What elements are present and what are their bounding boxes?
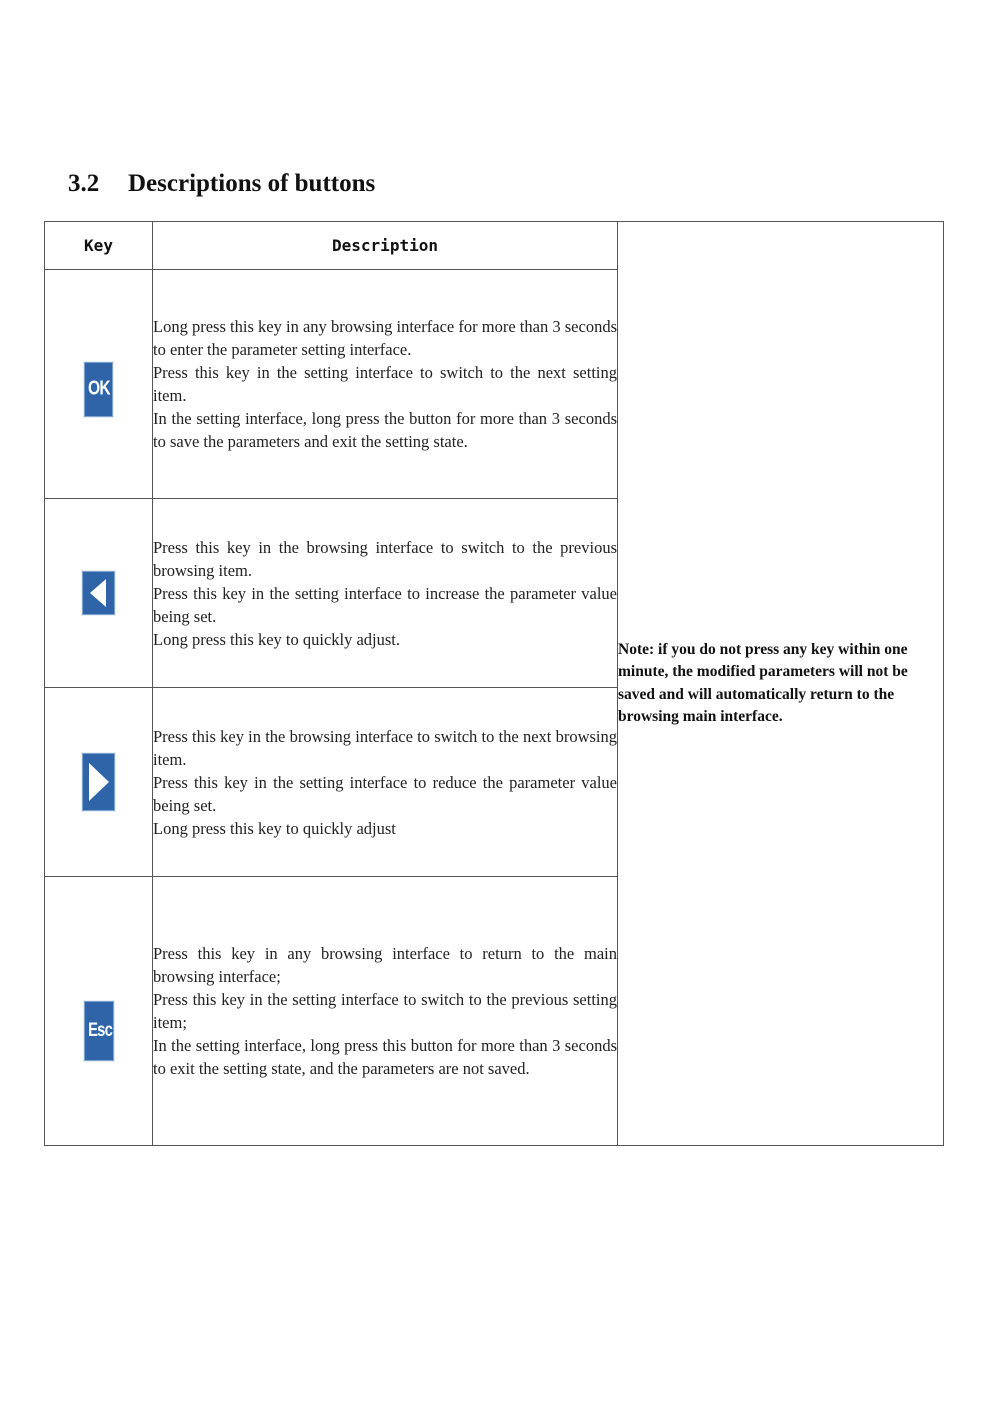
description-line: Press this key in the setting interface to switch to the previous setting item; xyxy=(153,990,617,1032)
description-cell xyxy=(153,877,618,1146)
description-line: Press this key in the setting interface to switch to the next setting item. xyxy=(153,363,617,405)
esc-key-label: Esc xyxy=(87,1020,112,1041)
description-line: Press this key in the browsing interface to switch to the next browsing item. xyxy=(153,726,617,769)
description-cell xyxy=(153,270,618,499)
header-key: Key xyxy=(45,222,153,270)
esc-key-icon xyxy=(84,1001,114,1061)
section-title: Descriptions of buttons xyxy=(128,170,376,197)
key-cell xyxy=(45,688,153,877)
buttons-description-table xyxy=(44,221,944,1146)
key-cell xyxy=(45,499,153,688)
description-line: In the setting interface, long press this button for more than 3 seconds to exit the setting state, and the parameters are not saved. xyxy=(153,1036,617,1078)
note-text: Note: if you do not press any key within one minute, the modified parameters will not be saved and will automatically return to the browsing main interface. xyxy=(618,640,908,725)
left-arrow-key-icon xyxy=(82,571,115,615)
description-line: Press this key in the browsing interface to switch to the previous browsing item. xyxy=(153,537,617,580)
description-cell xyxy=(153,499,618,688)
key-cell xyxy=(45,877,153,1146)
description-cell xyxy=(153,688,618,877)
left-arrow-icon xyxy=(83,572,114,614)
description-line: Press this key in any browsing interface to return to the main browsing interface; xyxy=(153,944,617,986)
table-header-row xyxy=(45,222,944,270)
description-line: Press this key in the setting interface to reduce the parameter value being set. xyxy=(153,772,617,815)
note-cell xyxy=(618,222,944,1146)
section-heading xyxy=(68,170,375,198)
description-line: Long press this key in any browsing interface for more than 3 seconds to enter the parameter setting interface. xyxy=(153,317,617,359)
key-cell xyxy=(45,270,153,499)
description-line: In the setting interface, long press the button for more than 3 seconds to save the parameters and exit the setting state. xyxy=(153,409,617,451)
description-line: Long press this key to quickly adjust. xyxy=(153,629,401,649)
description-line: Press this key in the setting interface to increase the parameter value being set. xyxy=(153,583,617,626)
right-arrow-key-icon xyxy=(82,753,115,811)
ok-key-icon xyxy=(84,362,113,417)
header-description: Description xyxy=(153,222,618,270)
ok-key-label: OK xyxy=(87,377,110,400)
right-arrow-icon xyxy=(83,754,114,810)
description-line: Long press this key to quickly adjust xyxy=(153,818,396,838)
section-number: 3.2 xyxy=(68,170,100,197)
